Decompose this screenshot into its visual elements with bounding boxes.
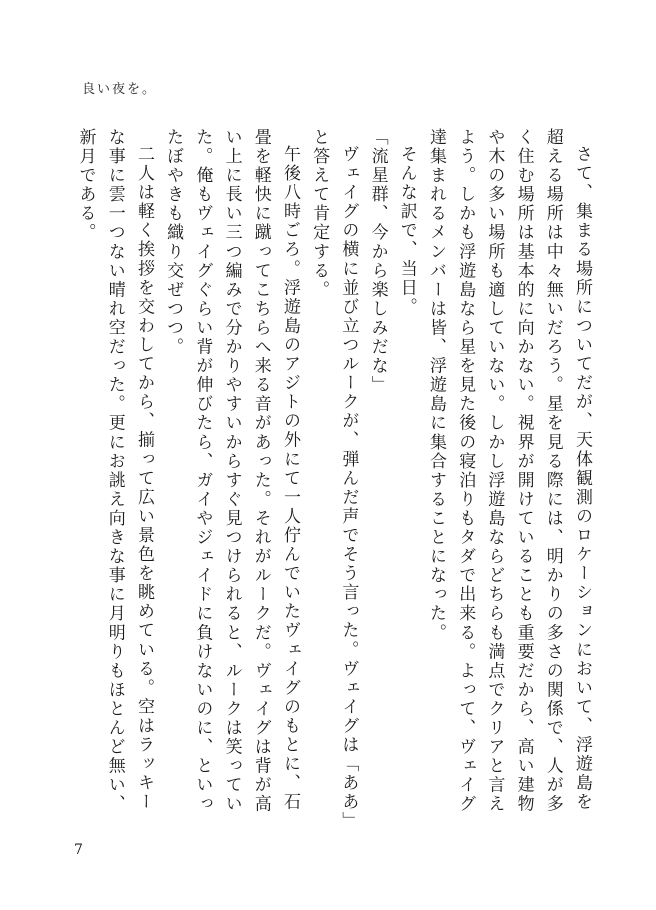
paragraph-eight-pm: 午後八時ごろ。浮遊島のアジトの外にて一人佇んでいたヴェイグのもとに、石畳を軽快に蹴ってこちらへ来る音があった。それがルークだ。ヴェイグは背が高い上に長い三つ編みで分かりやすいからすぐ見つけられると、ルークは笑っていた。俺もヴェイグぐらい背が伸びたら、ガイやジェイドに負けないのに、といったぼやきも織り交ぜつつ。 [163, 128, 300, 814]
paragraph-luke-says: ヴェイグの横に並び立つルークが、弾んだ声でそう言った。ヴェイグは「ああ」と答えて肯定する。 [309, 128, 359, 823]
page-number: 7 [74, 842, 83, 858]
paragraph-location: さて、集まる場所についてだが、天体観測のロケーションにおいて、浮遊島を超える場所は中々無いだろう。星を見る際には、明かりの多さの関係で、人が多く住む場所は基本的に向かない。視界が開けていることも重要だから、高い建物や木の多い場所も適していない。しかし浮遊島ならどちらも満点でクリアと言えよう。しかも浮遊島なら星を見た後の寝泊りもタダで出来る。よって、ヴェイグ達集まれるメンバーは皆、浮遊島に集合することになった。 [425, 128, 592, 814]
paragraph-scene-change: そんな訳で、当日。 [396, 145, 417, 317]
running-header: 良い夜を。 [82, 82, 158, 97]
paragraph-dialogue: 「流星群、今から楽しみだな」 [367, 128, 388, 395]
vertical-body-text [76, 128, 596, 828]
paragraph-greeting: 二人は軽く挨拶を交わしてから、揃って広い景色を眺めている。空はラッキーな事に雲一つない晴れ空だった。更にお誂え向きな事に月明りもほとんど無い、新月である。 [76, 128, 154, 814]
